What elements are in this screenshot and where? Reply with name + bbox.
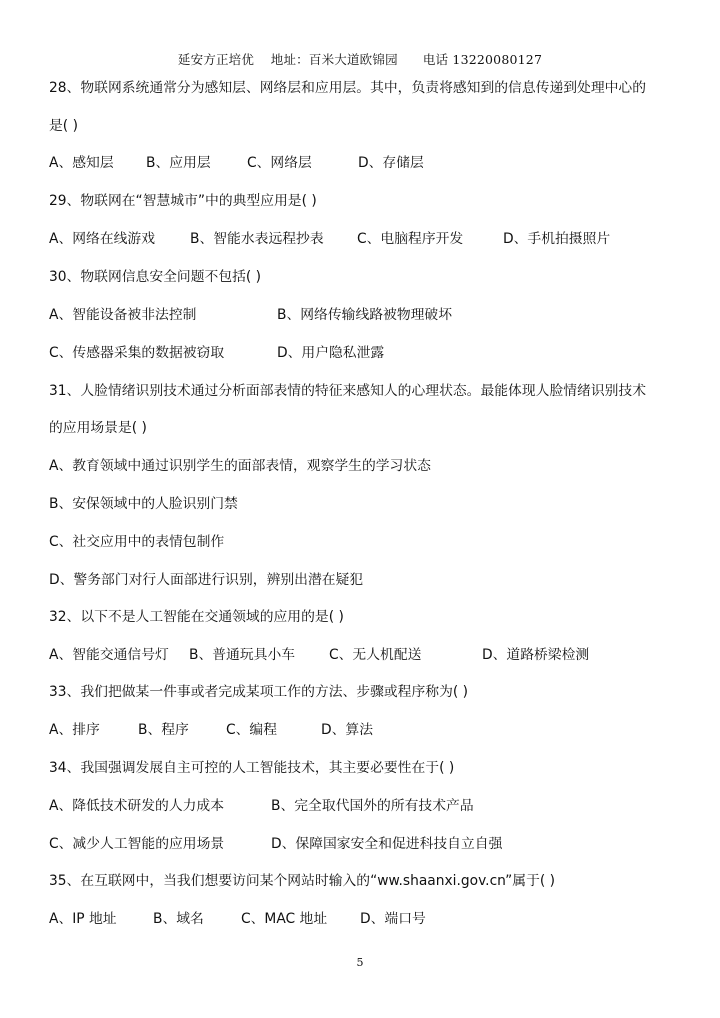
question-31-option-a: A、教育领域中通过识别学生的面部表情，观察学生的学习状态 [49, 458, 431, 474]
question-31-stem-cont: 的应用场景是( ) [49, 420, 147, 436]
question-33-option-d: D、算法 [321, 722, 374, 738]
question-35-option-c: C、MAC 地址 [241, 911, 328, 927]
question-34-option-b: B、完全取代国外的所有技术产品 [271, 798, 474, 814]
question-29-stem: 29、物联网在“智慧城市”中的典型应用是( ) [49, 193, 317, 209]
question-33-option-c: C、编程 [226, 722, 278, 738]
question-33-option-b: B、程序 [138, 722, 189, 738]
question-30-option-d: D、用户隐私泄露 [277, 345, 385, 361]
question-35-option-a: A、IP 地址 [49, 911, 117, 927]
header-address: 地址：百米大道欧锦园 [270, 52, 398, 67]
question-34-stem: 34、我国强调发展自主可控的人工智能技术，其主要必要性在于( ) [49, 760, 455, 776]
question-32-option-b: B、普通玩具小车 [189, 647, 296, 663]
question-29-option-c: C、电脑程序开发 [357, 231, 464, 247]
header-school: 延安方正培优 [177, 52, 255, 67]
question-28-option-b: B、应用层 [146, 155, 211, 171]
question-31-stem: 31、人脸情绪识别技术通过分析面部表情的特征来感知人的心理状态。最能体现人脸情绪识别技术 [49, 383, 647, 399]
question-28-stem-cont: 是( ) [49, 118, 78, 134]
question-30-option-b: B、网络传输线路被物理破坏 [277, 307, 453, 323]
question-28-option-d: D、存储层 [358, 155, 424, 171]
question-29-option-d: D、手机拍摄照片 [503, 231, 611, 247]
question-31-option-c: C、社交应用中的表情包制作 [49, 534, 225, 550]
question-31-option-d: D、警务部门对行人面部进行识别，辨别出潜在疑犯 [49, 572, 364, 588]
question-32-stem: 32、以下不是人工智能在交通领域的应用的是( ) [49, 609, 344, 625]
question-32-option-c: C、无人机配送 [329, 647, 422, 663]
question-28-stem: 28、物联网系统通常分为感知层、网络层和应用层。其中，负责将感知到的信息传递到处理中心的 [49, 80, 647, 96]
question-34-option-c: C、减少人工智能的应用场景 [49, 836, 225, 852]
question-35-stem: 35、在互联网中，当我们想要访问某个网站时输入的“ww.shaanxi.gov.cn”属于( ) [49, 873, 556, 889]
question-32-option-d: D、道路桥梁检测 [482, 647, 590, 663]
question-30-stem: 30、物联网信息安全问题不包括( ) [49, 269, 262, 285]
page-header [0, 50, 720, 68]
question-30-option-a: A、智能设备被非法控制 [49, 307, 197, 323]
question-34-option-a: A、降低技术研发的人力成本 [49, 798, 224, 814]
question-32-option-a: A、智能交通信号灯 [49, 647, 169, 663]
header-phone: 电话 13220080127 [422, 52, 543, 67]
question-35-option-d: D、端口号 [360, 911, 426, 927]
question-31-option-b: B、安保领域中的人脸识别门禁 [49, 496, 238, 512]
question-34-option-d: D、保障国家安全和促进科技自立自强 [271, 836, 503, 852]
question-33-stem: 33、我们把做某一件事或者完成某项工作的方法、步骤或程序称为( ) [49, 684, 469, 700]
question-30-option-c: C、传感器采集的数据被窃取 [49, 345, 225, 361]
question-33-option-a: A、排序 [49, 722, 100, 738]
question-28-option-c: C、网络层 [247, 155, 312, 171]
question-29-option-b: B、智能水表远程抄表 [190, 231, 324, 247]
question-29-option-a: A、网络在线游戏 [49, 231, 156, 247]
question-28-option-a: A、感知层 [49, 155, 114, 171]
question-35-option-b: B、域名 [153, 911, 204, 927]
page-number: 5 [356, 956, 364, 969]
